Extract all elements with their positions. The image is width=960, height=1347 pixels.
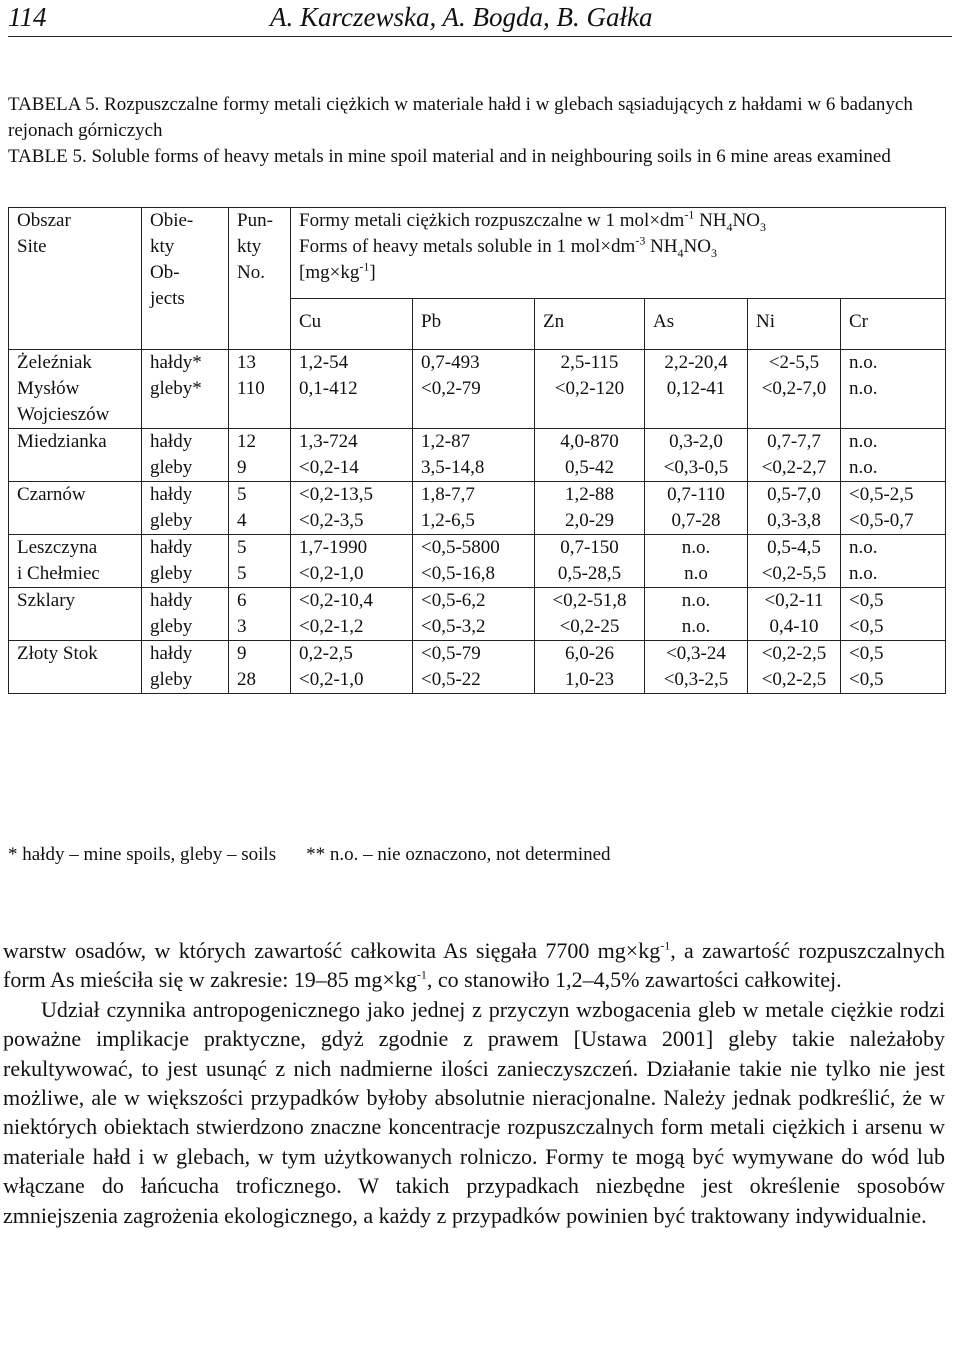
value-cell-cr: <0,5-2,5 <0,5-0,7 xyxy=(841,482,946,535)
points-cell: 6 3 xyxy=(229,588,291,641)
header-points: Pun- kty No. xyxy=(229,208,291,350)
value-cell-zn: <0,2-51,8 <0,2-25 xyxy=(535,588,645,641)
value-cell-cu: <0,2-10,4 <0,2-1,2 xyxy=(291,588,413,641)
data-table xyxy=(8,207,946,694)
value-cell-cu: 0,2-2,5 <0,2-1,0 xyxy=(291,641,413,694)
table-row xyxy=(9,641,946,694)
object-cell: hałdy gleby xyxy=(142,429,229,482)
metal-header-cu: Cu xyxy=(291,299,413,350)
table-row xyxy=(9,588,946,641)
value-cell-zn: 0,7-150 0,5-28,5 xyxy=(535,535,645,588)
value-cell-cr: n.o. n.o. xyxy=(841,350,946,429)
paragraph-2: Udział czynnika antropogenicznego jako jednej z przyczyn wzbogacenia gleb w metale ciężkie rodzi poważne implikacje praktyczne, gdyż zgodnie z prawem [Ustawa 2001] gleby takie należałoby rekultywować, to jest usunąć z nich nadmierne ilości zanieczyszczeń. Działanie takie nie tylko nie jest możliwe, ale w większości przypadków byłoby absolutnie nieracjonalne. Należy jednak podkreślić, że w niektórych obiektach stwierdzono znaczne koncentracje rozpuszczalnych form metali ciężkich i arsenu w materiale hałd i w glebach, w tym użytkowanych rolniczo. Formy te mogą być wymywane do wód lub włączane do łańcucha troficznego. W takich przypadkach niezbędne jest określenie sposobów zmniejszenia zagrożenia ekologicznego, a każdy z przypadków powinien być traktowany indywidualnie. xyxy=(3,996,945,1228)
value-cell-pb: <0,5-79 <0,5-22 xyxy=(413,641,535,694)
value-cell-cr: n.o. n.o. xyxy=(841,535,946,588)
site-cell: Żeleźniak Mysłów Wojcieszów xyxy=(9,350,142,429)
value-cell-pb: <0,5-5800 <0,5-16,8 xyxy=(413,535,535,588)
value-cell-as: n.o. n.o xyxy=(645,535,748,588)
value-cell-zn: 1,2-88 2,0-29 xyxy=(535,482,645,535)
site-cell: Szklary xyxy=(9,588,142,641)
table-caption-polish: TABELA 5. Rozpuszczalne formy metali ciężkich w materiale hałd i w glebach sąsiadujących z hałdami w 6 badanych rejonach górniczych xyxy=(8,94,913,141)
table-caption-english: TABLE 5. Soluble forms of heavy metals in mine spoil material and in neighbouring soils in 6 mine areas examined xyxy=(8,146,891,167)
value-cell-as: <0,3-24 <0,3-2,5 xyxy=(645,641,748,694)
value-cell-cu: <0,2-13,5 <0,2-3,5 xyxy=(291,482,413,535)
header-soluble-forms: Formy metali ciężkich rozpuszczalne w 1 $mol\times dm^{-1}$ $NH_4NO_3$ Forms of heavy metals soluble in 1 $mol\times dm^{-3}$ $NH_4NO_3$ $[mg\times kg^{-1}]$ xyxy=(291,208,946,299)
value-cell-zn: 6,0-26 1,0-23 xyxy=(535,641,645,694)
value-cell-ni: 0,5-7,0 0,3-3,8 xyxy=(748,482,841,535)
value-cell-cr: n.o. n.o. xyxy=(841,429,946,482)
value-cell-cu: 1,2-54 0,1-412 xyxy=(291,350,413,429)
object-cell: hałdy gleby xyxy=(142,482,229,535)
body-text xyxy=(3,936,945,1230)
value-cell-as: n.o. n.o. xyxy=(645,588,748,641)
object-cell: hałdy gleby xyxy=(142,641,229,694)
metal-header-ni: Ni xyxy=(748,299,841,350)
value-cell-ni: <2-5,5 <0,2-7,0 xyxy=(748,350,841,429)
value-cell-zn: 4,0-870 0,5-42 xyxy=(535,429,645,482)
header-site: Obszar Site xyxy=(9,208,142,350)
table-row xyxy=(9,350,946,429)
points-cell: 12 9 xyxy=(229,429,291,482)
table-footnote xyxy=(8,842,611,868)
value-cell-pb: <0,5-6,2 <0,5-3,2 xyxy=(413,588,535,641)
page-header xyxy=(8,0,952,40)
table-row xyxy=(9,482,946,535)
value-cell-ni: <0,2-2,5 <0,2-2,5 xyxy=(748,641,841,694)
value-cell-ni: 0,5-4,5 <0,2-5,5 xyxy=(748,535,841,588)
metal-header-pb: Pb xyxy=(413,299,535,350)
page-number: 114 xyxy=(8,2,47,32)
site-cell: Czarnów xyxy=(9,482,142,535)
value-cell-pb: 1,8-7,7 1,2-6,5 xyxy=(413,482,535,535)
site-cell: Leszczyna i Chełmiec xyxy=(9,535,142,588)
header-rule xyxy=(8,36,952,37)
table-row xyxy=(9,535,946,588)
object-cell: hałdy* gleby* xyxy=(142,350,229,429)
value-cell-as: 0,3-2,0 <0,3-0,5 xyxy=(645,429,748,482)
value-cell-cr: <0,5 <0,5 xyxy=(841,641,946,694)
value-cell-pb: 0,7-493 <0,2-79 xyxy=(413,350,535,429)
value-cell-zn: 2,5-115 <0,2-120 xyxy=(535,350,645,429)
object-cell: hałdy gleby xyxy=(142,588,229,641)
table-header-row xyxy=(9,208,946,299)
value-cell-cr: <0,5 <0,5 xyxy=(841,588,946,641)
running-head-authors: A. Karczewska, A. Bogda, B. Gałka xyxy=(270,2,653,32)
footnote-spoils-soils: * hałdy – mine spoils, gleby – soils xyxy=(8,844,277,865)
metal-header-as: As xyxy=(645,299,748,350)
points-cell: 5 4 xyxy=(229,482,291,535)
value-cell-as: 2,2-20,4 0,12-41 xyxy=(645,350,748,429)
value-cell-ni: <0,2-11 0,4-10 xyxy=(748,588,841,641)
value-cell-as: 0,7-110 0,7-28 xyxy=(645,482,748,535)
value-cell-cu: 1,7-1990 <0,2-1,0 xyxy=(291,535,413,588)
object-cell: hałdy gleby xyxy=(142,535,229,588)
value-cell-pb: 1,2-87 3,5-14,8 xyxy=(413,429,535,482)
table-row xyxy=(9,429,946,482)
site-cell: Złoty Stok xyxy=(9,641,142,694)
value-cell-cu: 1,3-724 <0,2-14 xyxy=(291,429,413,482)
points-cell: 9 28 xyxy=(229,641,291,694)
points-cell: 5 5 xyxy=(229,535,291,588)
footnote-not-determined: ** n.o. – nie oznaczono, not determined xyxy=(306,844,611,865)
value-cell-ni: 0,7-7,7 <0,2-2,7 xyxy=(748,429,841,482)
metal-header-zn: Zn xyxy=(535,299,645,350)
metal-header-cr: Cr xyxy=(841,299,946,350)
header-objects: Obie- kty Ob- jects xyxy=(142,208,229,350)
paragraph-1: warstw osadów, w których zawartość całkowita As sięgała 7700 $mg\times kg^{-1}$, a zawartość rozpuszczalnych form As mieściła się w zakresie: 19–85 $mg\times kg^{-1}$, co stanowiło 1,2–4,5% zawartości całkowitej. xyxy=(3,938,945,993)
points-cell: 13 110 xyxy=(229,350,291,429)
site-cell: Miedzianka xyxy=(9,429,142,482)
